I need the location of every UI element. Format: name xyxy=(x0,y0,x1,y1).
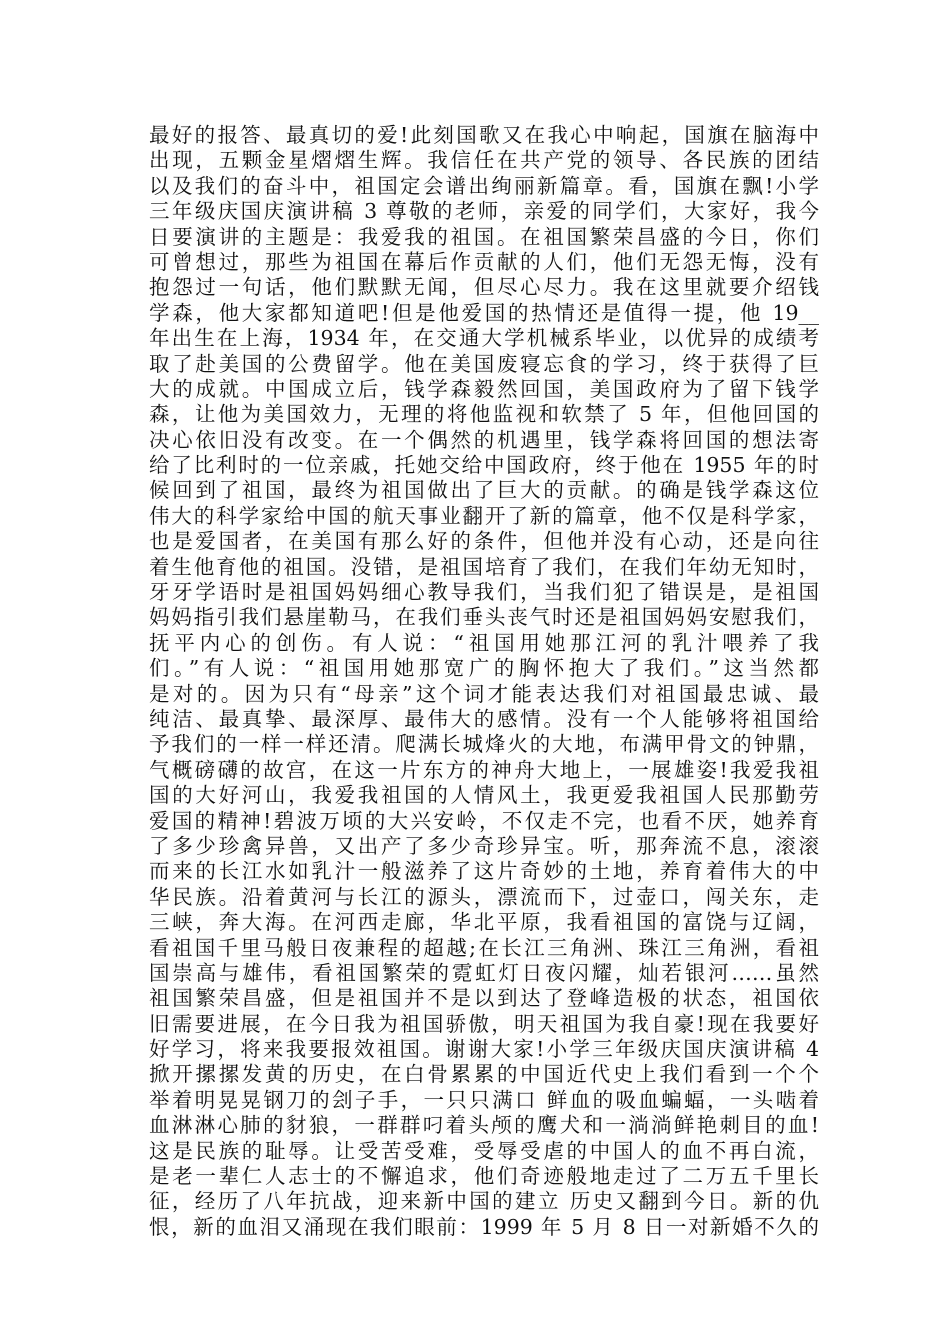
text-line: 予我们的一样一样还清。爬满长城烽火的大地，布满甲骨文的钟鼎， xyxy=(149,732,819,757)
text-line: 国的大好河山，我爱我祖国的人情风土，我更爱我祖国人民那勤劳 xyxy=(149,783,819,808)
text-line: 恨，新的血泪又涌现在我们眼前：1999 年 5 月 8 日一对新婚不久的 xyxy=(149,1214,819,1239)
text-line: 三年级庆国庆演讲稿 3 尊敬的老师，亲爱的同学们，大家好，我今 xyxy=(149,199,819,224)
text-line: 大的成就。中国成立后，钱学森毅然回国，美国政府为了留下钱学 xyxy=(149,376,819,401)
text-line: 取了赴美国的公费留学。他在美国废寝忘食的学习，终于获得了巨 xyxy=(149,351,819,376)
text-line: 最好的报答、最真切的爱!此刻国歌又在我心中响起，国旗在脑海中 xyxy=(149,123,819,147)
text-line: 掀开摞摞发黄的历史，在白骨累累的中国近代史上我们看到一个个 xyxy=(149,1062,819,1087)
text-line: 伟大的科学家给中国的航天事业翻开了新的篇章，他不仅是科学家， xyxy=(149,503,819,528)
text-line: 纯洁、最真挚、最深厚、最伟大的感情。没有一个人能够将祖国给 xyxy=(149,706,819,731)
text-line: 抱怨过一句话，他们默默无闻，但尽心尽力。我在这里就要介绍钱 xyxy=(149,275,819,300)
text-line: 决心依旧没有改变。在一个偶然的机遇里，钱学森将回国的想法寄 xyxy=(149,427,819,452)
text-line: 出现，五颗金星熠熠生辉。我信任在共产党的领导、各民族的团结 xyxy=(149,148,819,173)
text-line: 是对的。因为只有“母亲”这个词才能表达我们对祖国最忠诚、最 xyxy=(149,681,819,706)
text-line: 日要演讲的主题是：我爱我的祖国。在祖国繁荣昌盛的今日，你们 xyxy=(149,224,819,249)
text-line: 三峡，奔大海。在河西走廊，华北平原，我看祖国的富饶与辽阔， xyxy=(149,910,819,935)
text-line: 华民族。沿着黄河与长江的源头，漂流而下，过壶口，闯关东，走 xyxy=(149,884,819,909)
text-line: 旧需要进展，在今日我为祖国骄傲，明天祖国为我自豪!现在我要好 xyxy=(149,1011,819,1036)
text-line: 可曾想过，那些为祖国在幕后作贡献的人们，他们无怨无悔，没有 xyxy=(149,249,819,274)
text-line: 以及我们的奋斗中，祖国定会谱出绚丽新篇章。看，国旗在飘!小学 xyxy=(149,173,819,198)
text-line: 而来的长江水如乳汁一般滋养了这片奇妙的土地，养育着伟大的中 xyxy=(149,859,819,884)
text-line: 妈妈指引我们悬崖勒马，在我们垂头丧气时还是祖国妈妈安慰我们， xyxy=(149,605,819,630)
text-line: 举着明晃晃钢刀的刽子手，一只只满口 鲜血的吸血蝙蝠，一头啮着 xyxy=(149,1087,819,1112)
text-line: 这是民族的耻辱。让受苦受难，受辱受虐的中国人的血不再白流， xyxy=(149,1138,819,1163)
text-line: 学森，他大家都知道吧!但是他爱国的热情还是值得一提，他 19__ xyxy=(149,300,819,325)
text-line: 气概磅礴的故宫，在这一片东方的神舟大地上，一展雄姿!我爱我祖 xyxy=(149,757,819,782)
text-line: 候回到了祖国，最终为祖国做出了巨大的贡献。的确是钱学森这位 xyxy=(149,478,819,503)
text-line: 也是爱国者，在美国有那么好的条件，但他并没有心动，还是向往 xyxy=(149,529,819,554)
text-line: 国崇高与雄伟，看祖国繁荣的霓虹灯日夜闪耀，灿若银河……虽然 xyxy=(149,960,819,985)
text-line: 好学习，将来我要报效祖国。谢谢大家!小学三年级庆国庆演讲稿 4 xyxy=(149,1037,819,1062)
text-line: 给了比利时的一位亲戚，托她交给中国政府，终于他在 1955 年的时 xyxy=(149,453,819,478)
text-line: 祖国繁荣昌盛，但是祖国并不是以到达了登峰造极的状态，祖国依 xyxy=(149,986,819,1011)
text-line: 着生他育他的祖国。没错，是祖国培育了我们，在我们年幼无知时， xyxy=(149,554,819,579)
text-line: 年出生在上海，1934 年，在交通大学机械系毕业，以优异的成绩考 xyxy=(149,326,819,351)
text-line: 爱国的精神!碧波万顷的大兴安岭，不仅走不完，也看不厌，她养育 xyxy=(149,808,819,833)
text-line: 森，让他为美国效力，无理的将他监视和软禁了 5 年，但他回国的 xyxy=(149,402,819,427)
text-line: 了多少珍禽异兽，又出产了多少奇珍异宝。听，那奔流不息，滚滚 xyxy=(149,833,819,858)
text-line: 牙牙学语时是祖国妈妈细心教导我们，当我们犯了错误是，是祖国 xyxy=(149,580,819,605)
text-line: 们。”有人说：“祖国用她那宽广的胸怀抱大了我们。”这当然都 xyxy=(149,656,819,681)
text-line: 是老一辈仁人志士的不懈追求，他们奇迹般地走过了二万五千里长 xyxy=(149,1164,819,1189)
body-text xyxy=(149,123,819,1240)
text-line: 抚平内心的创伤。有人说：“祖国用她那江河的乳汁喂养了我 xyxy=(149,630,819,655)
text-line: 征，经历了八年抗战，迎来新中国的建立 历史又翻到今日。新的仇 xyxy=(149,1189,819,1214)
text-line: 血淋淋心肺的豺狼，一群群叼着头颅的鹰犬和一淌淌鲜艳刺目的血! xyxy=(149,1113,819,1138)
text-line: 看祖国千里马般日夜兼程的超越;在长江三角洲、珠江三角洲，看祖 xyxy=(149,935,819,960)
